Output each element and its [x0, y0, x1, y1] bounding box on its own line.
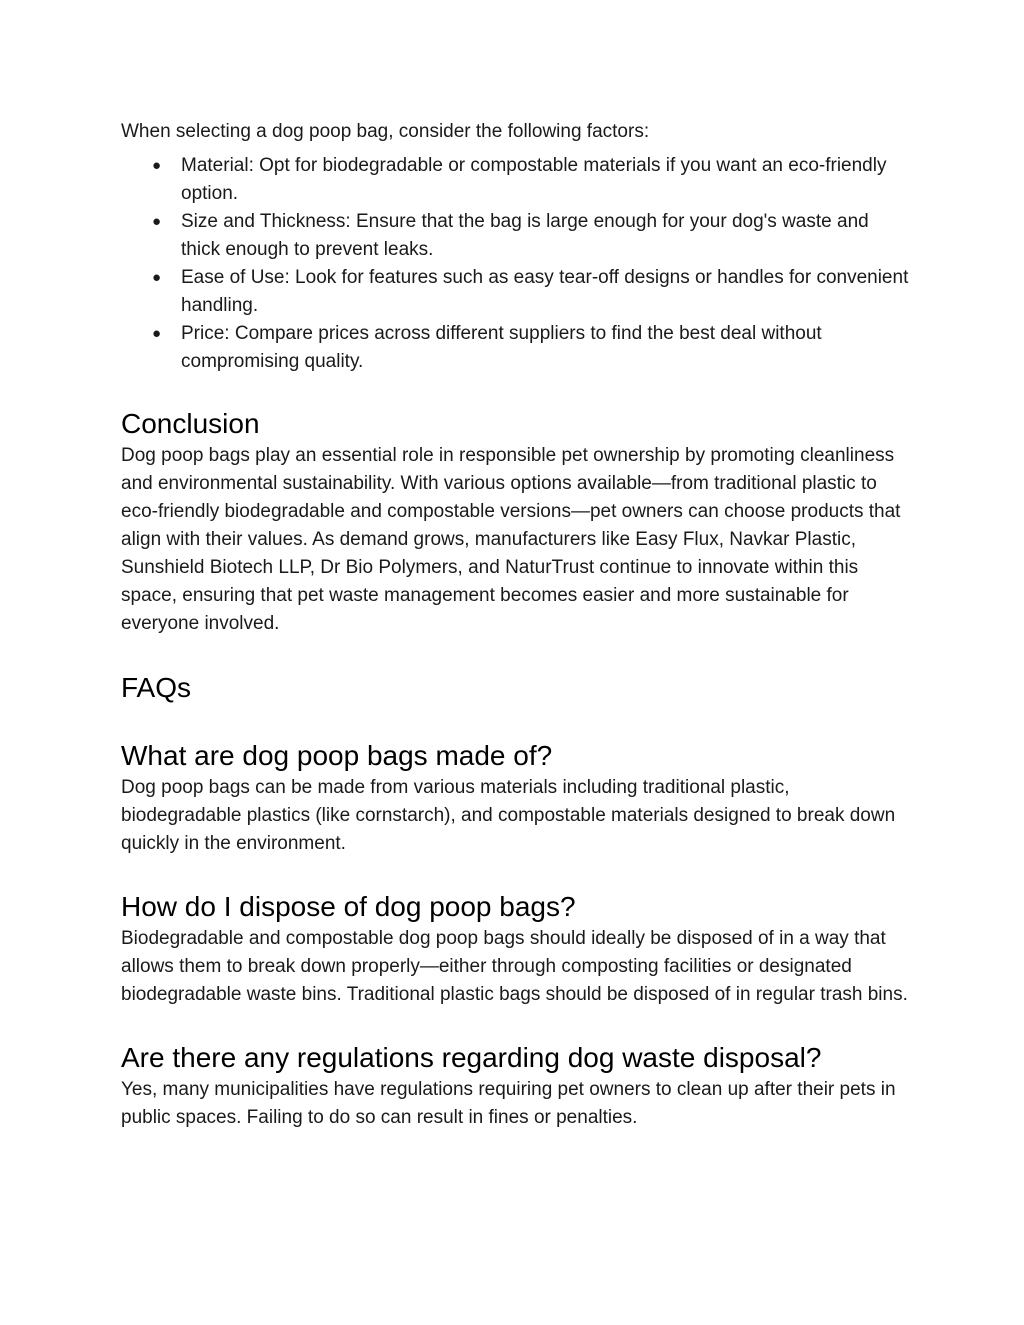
factors-list — [121, 152, 911, 376]
faq-question: How do I dispose of dog poop bags? — [121, 891, 576, 922]
faq-question: What are dog poop bags made of? — [121, 740, 553, 771]
faqs-heading: FAQs — [121, 672, 192, 703]
factor-text: Ease of Use: Look for features such as easy tear-off designs or handles for convenient handling. — [181, 267, 909, 316]
factor-text: Material: Opt for biodegradable or compostable materials if you want an eco-friendly option. — [181, 155, 887, 204]
faq-answer: Biodegradable and compostable dog poop bags should ideally be disposed of in a way that allows them to break down properly—either through composting facilities or designated biodegradable waste bins. Traditional plastic bags should be disposed of in regular trash bins. — [121, 928, 908, 1005]
bullet-icon: ● — [152, 213, 162, 230]
list-item — [121, 264, 911, 320]
faq-answer: Dog poop bags can be made from various materials including traditional plastic, biodegradable plastics (like cornstarch), and compostable materials designed to break down quickly in the environment. — [121, 777, 896, 854]
bullet-icon: ● — [152, 157, 162, 174]
list-item — [121, 152, 911, 208]
factor-text: Price: Compare prices across different suppliers to find the best deal without compromising quality. — [181, 323, 822, 372]
conclusion-text: Dog poop bags play an essential role in responsible pet ownership by promoting cleanliness and environmental sustainability. With various options available—from traditional plastic to eco-friendly biodegradable and compostable versions—pet owners can choose products that align with their values. As demand grows, manufacturers like Easy Flux, Navkar Plastic, Sunshield Biotech LLP, Dr Bio Polymers, and NaturTrust continue to innovate within this space, ensuring that pet waste management becomes easier and more sustainable for everyone involved. — [121, 445, 901, 634]
faq-question: Are there any regulations regarding dog waste disposal? — [121, 1042, 822, 1073]
list-item — [121, 320, 911, 376]
list-item — [121, 208, 911, 264]
bullet-icon: ● — [152, 325, 162, 342]
faq-answer: Yes, many municipalities have regulations requiring pet owners to clean up after their pets in public spaces. Failing to do so can result in fines or penalties. — [121, 1079, 896, 1128]
intro-text: When selecting a dog poop bag, consider the following factors: — [121, 121, 650, 142]
factor-text: Size and Thickness: Ensure that the bag is large enough for your dog's waste and thick enough to prevent leaks. — [181, 211, 869, 260]
document-page — [121, 118, 911, 1132]
conclusion-heading: Conclusion — [121, 408, 260, 439]
bullet-icon: ● — [152, 269, 162, 286]
